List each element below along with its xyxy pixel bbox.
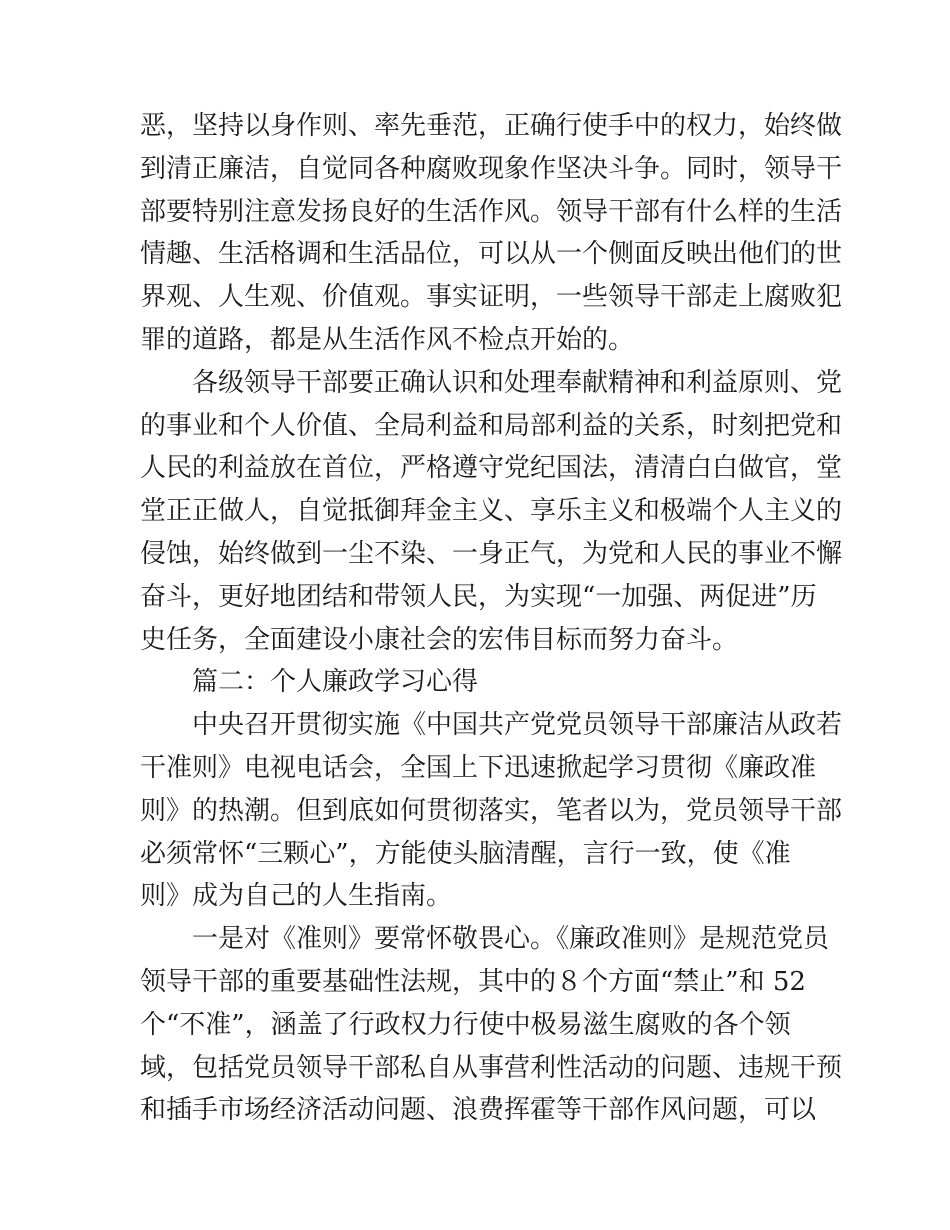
text-line-17: 则》的热潮。但到底如何贯彻落实，笔者以为，党员领导干部 [140,795,843,826]
section-heading: 篇二：个人廉政学习心得 [192,667,479,698]
text-line-2: 到清正廉洁，自觉同各种腐败现象作坚决斗争。同时，领导干 [140,153,843,184]
document-body [140,105,843,1132]
text-line-12: 奋斗，更好地团结和带领人民，为实现“一加强、两促进”历 [140,581,817,612]
text-line-8: 的事业和个人价值、全局利益和局部利益的关系，时刻把党和 [140,410,843,441]
text-line-6: 罪的道路，都是从生活作风不检点开始的。 [140,324,635,355]
paragraph-start-line: 各级领导干部要正确认识和处理奉献精神和利益原则、党 [192,367,843,398]
text-line-18: 必须常怀“三颗心”，方能使头脑清醒，言行一致，使《准 [140,838,791,869]
text-line-16: 干准则》电视电话会，全国上下迅速掀起学习贯彻《廉政准 [140,752,817,783]
text-line-23: 域，包括党员领导干部私自从事营利性活动的问题、违规干预 [140,1052,843,1083]
text-line-11: 侵蚀，始终做到一尘不染、一身正气，为党和人民的事业不懈 [140,538,843,569]
text-line-1: 恶，坚持以身作则、率先垂范，正确行使手中的权力，始终做 [140,111,843,141]
text-line-19: 则》成为自己的人生指南。 [140,881,453,912]
text-line-22: 个“不准”，涵盖了行政权力行使中极易滋生腐败的各个领 [140,1009,791,1040]
text-line-3: 部要特别注意发扬良好的生活作风。领导干部有什么样的生活 [140,196,843,227]
text-line-13: 史任务，全面建设小康社会的宏伟目标而努力奋斗。 [140,624,739,655]
text-line-10: 堂正正做人，自觉抵御拜金主义、享乐主义和极端个人主义的 [140,496,843,527]
paragraph-start-line: 一是对《准则》要常怀敬畏心。《廉政准则》是规范党员 [192,924,830,955]
text-line-5: 界观、人生观、价值观。事实证明，一些领导干部走上腐败犯 [140,282,843,313]
paragraph-start-line: 中央召开贯彻实施《中国共产党党员领导干部廉洁从政若 [192,710,843,741]
text-line-24: 和插手市场经济活动问题、浪费挥霍等干部作风问题，可以 [140,1095,817,1126]
text-line-9: 人民的利益放在首位，严格遵守党纪国法，清清白白做官，堂 [140,453,843,484]
text-line-21: 领导干部的重要基础性法规，其中的８个方面“禁止”和 52 [140,966,806,997]
text-line-4: 情趣、生活格调和生活品位，可以从一个侧面反映出他们的世 [140,239,843,270]
